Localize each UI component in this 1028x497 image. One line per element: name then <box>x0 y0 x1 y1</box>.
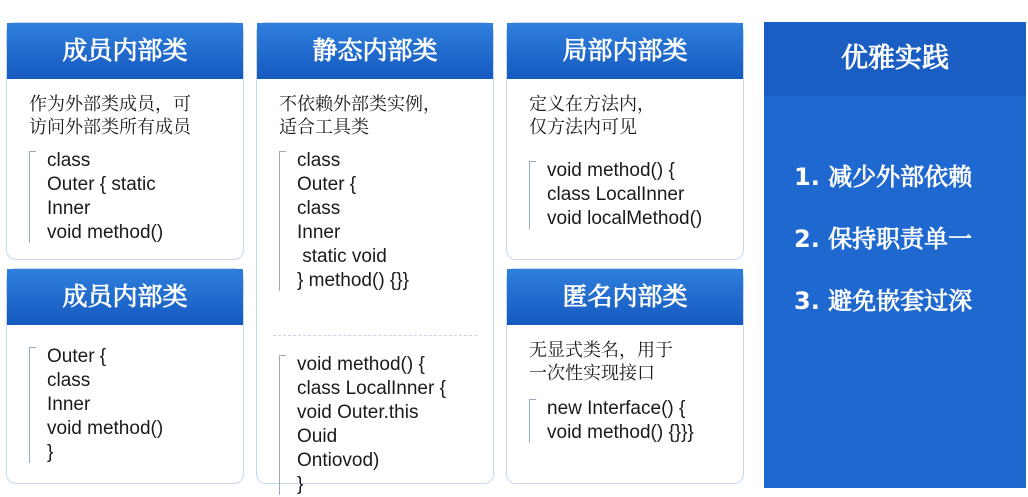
desc-line: 适合工具类 <box>279 117 369 138</box>
code-line: class <box>297 198 341 219</box>
desc-line: 访问外部类所有成员 <box>29 117 191 138</box>
code-line: void method() {}}} <box>547 422 694 443</box>
code-line: void method() <box>47 222 164 243</box>
code-line: Outer { <box>297 174 357 195</box>
code-line: class LocalInner { <box>297 378 446 399</box>
code-line: void method() { <box>297 354 425 375</box>
desc-line: 无显式类名，用于 <box>529 340 673 361</box>
code-bracket <box>29 347 36 463</box>
anonymous-inner-class-title: 匿名内部类 <box>507 269 743 325</box>
code-snippet <box>529 397 725 445</box>
member-inner-class-example-card <box>6 268 244 484</box>
best-practice-item: 1. 减少外部依赖 <box>794 163 973 191</box>
code-bracket <box>29 151 36 243</box>
code-line: class <box>297 150 341 171</box>
member-inner-class-example-body <box>7 325 243 465</box>
code-bracket <box>529 399 536 443</box>
best-practices-list <box>764 96 1026 316</box>
code-line: class <box>47 150 91 171</box>
static-inner-class-card <box>256 22 494 495</box>
code-line: Inner <box>47 394 91 415</box>
code-line: void method() { <box>547 160 675 181</box>
member-inner-class-desc <box>29 93 225 139</box>
code-snippet <box>279 149 475 293</box>
code-line: static void <box>297 246 387 267</box>
member-inner-class-card <box>6 22 244 260</box>
desc-line: 仅方法内可见 <box>529 117 637 138</box>
best-practices-panel <box>764 22 1026 488</box>
best-practices-title: 优雅实践 <box>764 22 1026 96</box>
static-inner-class-body <box>257 79 493 293</box>
member-inner-class-example-title: 成员内部类 <box>7 269 243 325</box>
anonymous-inner-class-desc <box>529 339 725 385</box>
anonymous-inner-class-body <box>507 325 743 445</box>
desc-line: 定义在方法内， <box>529 94 655 115</box>
static-inner-class-desc <box>279 93 475 139</box>
code-line: Outer { <box>47 346 107 367</box>
code-line: class <box>47 370 91 391</box>
code-line: class LocalInner <box>547 184 685 205</box>
member-inner-class-body <box>7 79 243 245</box>
local-inner-class-card <box>506 22 744 260</box>
static-inner-class-title: 静态内部类 <box>257 23 493 79</box>
code-snippet-secondary <box>279 353 446 497</box>
local-inner-class-desc <box>529 93 725 139</box>
code-line: Outer { static <box>47 174 156 195</box>
code-line: Ontiovod) <box>297 450 380 471</box>
code-snippet <box>29 149 225 245</box>
code-line: void localMethod() <box>547 208 703 229</box>
desc-line: 作为外部类成员，可 <box>29 94 191 115</box>
code-line: void method() <box>47 418 164 439</box>
code-line: Inner <box>47 198 91 219</box>
code-bracket <box>279 355 286 495</box>
code-snippet <box>529 159 725 231</box>
code-line: } method() {}} <box>297 270 409 291</box>
code-line: Ouid <box>297 426 338 447</box>
dashed-divider <box>273 335 477 336</box>
member-inner-class-title: 成员内部类 <box>7 23 243 79</box>
best-practice-item: 2. 保持职责单一 <box>794 225 973 253</box>
desc-line: 不依赖外部类实例， <box>279 94 441 115</box>
code-bracket <box>279 151 286 291</box>
code-bracket <box>529 161 536 229</box>
best-practice-item: 3. 避免嵌套过深 <box>794 287 973 315</box>
local-inner-class-body <box>507 79 743 231</box>
desc-line: 一次性实现接口 <box>529 363 655 384</box>
code-line: new Interface() { <box>547 398 686 419</box>
code-line: Inner <box>297 222 341 243</box>
code-line: } <box>47 442 54 463</box>
local-inner-class-title: 局部内部类 <box>507 23 743 79</box>
code-snippet <box>29 345 225 465</box>
anonymous-inner-class-card <box>506 268 744 484</box>
code-line: } <box>297 474 304 495</box>
code-line: void Outer.this <box>297 402 419 423</box>
